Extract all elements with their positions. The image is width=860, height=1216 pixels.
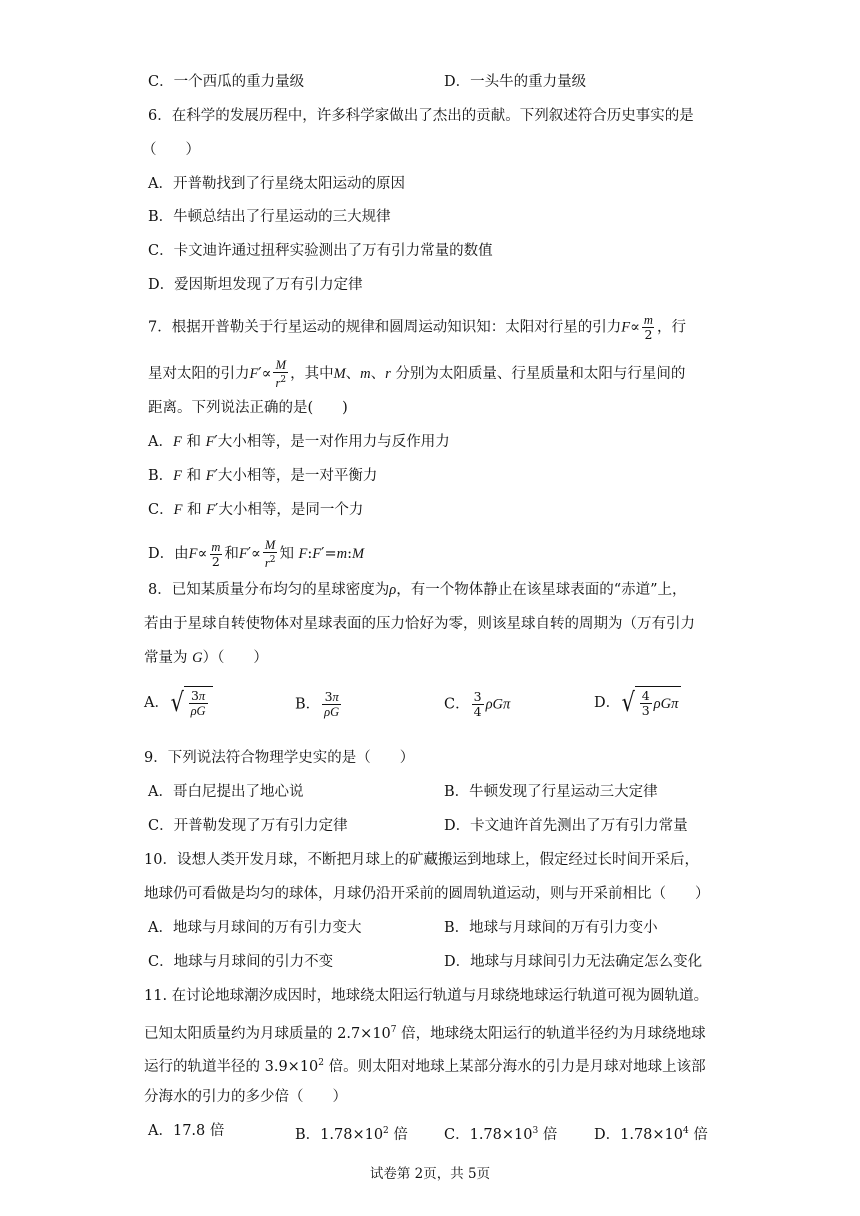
- q8-stem-line3: 常量为 G）（ ）: [144, 650, 268, 666]
- q11-option-text: D．1.78×10: [594, 1126, 684, 1143]
- q7-stem-line1: 7．根据开普勒关于行星运动的规律和圆周运动知识知：太阳对行星的引力F∝ $\frac{m}{2}$ ，行: [148, 313, 686, 342]
- q10-option-a: A．地球与月球间的万有引力变大: [148, 920, 362, 936]
- q8-stem-line2: 若由于星球自转使物体对星球表面的压力恰好为零，则该星球自转的周期为（万有引力: [144, 616, 695, 632]
- fraction-m-over-2: $\frac{m}{2}$: [643, 313, 653, 342]
- q7-option-a: A．F 和 F′大小相等，是一对作用力与反作用力: [148, 434, 450, 450]
- q7-stem-line2: 星对太阳的引力F′∝ $\frac{M}{r^2}$ ，其中M、m、r 分别为太阳质量、行星质量和太阳与行星间的: [148, 358, 686, 391]
- q8-option-a: A． √ $\frac{3\pi}{\rho G}$: [144, 686, 213, 720]
- q11-option-d: [594, 1121, 708, 1145]
- q8-option-b: B． $\frac{3\pi}{\rho G}$: [295, 689, 340, 719]
- q7-option-b: B．F 和 F′大小相等，是一对平衡力: [148, 468, 378, 484]
- q6-option-c: C．卡文迪许通过扭秤实验测出了万有引力常量的数值: [148, 243, 493, 259]
- q7-option-text: D．由: [148, 546, 189, 563]
- q5-option-c: C．一个西瓜的重力量级: [148, 74, 305, 90]
- q6-option-d: D．爱因斯坦发现了万有引力定律: [148, 277, 363, 293]
- q9-option-d: D．卡文迪许首先测出了万有引力常量: [444, 818, 688, 834]
- q6-option-b: B．牛顿总结出了行星运动的三大规律: [148, 209, 391, 225]
- q7-option-text: 大小相等，是同一个力: [218, 502, 364, 518]
- q11-option-c: [444, 1121, 557, 1145]
- q11-stem-text: 已知太阳质量约为月球质量的 2.7×10: [144, 1025, 391, 1042]
- sqrt-expression: √ $\frac{4}{3}$ ρGπ: [620, 686, 681, 720]
- q11-option-text: 倍: [538, 1126, 558, 1143]
- q7-option-text: 大小相等，是一对作用力与反作用力: [217, 434, 450, 450]
- q8-option-d: D． √ $\frac{4}{3}$ ρGπ: [594, 686, 681, 720]
- q10-option-d: D．地球与月球间引力无法确定怎么变化: [444, 954, 703, 970]
- q11-option-text: 倍: [388, 1126, 408, 1143]
- fraction-M-over-r2: $\frac{M}{r^2}$: [275, 358, 287, 391]
- q10-stem-line1: 10．设想人类开发月球，不断把月球上的矿藏搬运到地球上，假定经过长时间开采后，: [144, 852, 699, 868]
- q6-answer-paren: （ ）: [142, 142, 200, 158]
- q7-stem-text: ，行: [656, 319, 686, 336]
- sqrt-expression: √ $\frac{3\pi}{\rho G}$: [169, 686, 213, 720]
- q8-option-c: C． $\frac{3}{4}$ ρGπ: [444, 689, 511, 719]
- exponent: 3: [532, 1126, 539, 1136]
- q7-stem-text: 7．根据开普勒关于行星运动的规律和圆周运动知识知：太阳对行星的引力: [148, 319, 622, 336]
- q7-option-text: 和: [224, 546, 239, 563]
- q6-option-a: A．开普勒找到了行星绕太阳运动的原因: [148, 176, 405, 192]
- q11-stem-text: 运行的轨道半径的 3.9×10: [144, 1058, 319, 1075]
- exponent: 7: [390, 1025, 397, 1035]
- exponent: 2: [318, 1058, 325, 1068]
- q7-stem-line3: 距离。下列说法正确的是( ): [148, 400, 348, 416]
- fraction-M-over-r2: $\frac{M}{r^2}$: [264, 538, 276, 571]
- q11-option-a: A．17.8 倍: [148, 1123, 225, 1139]
- q11-stem-line4: 分海水的引力的多少倍（ ）: [144, 1089, 347, 1105]
- q11-stem-text: 倍，地球绕太阳运行的轨道半径约为月球绕地球: [396, 1025, 706, 1042]
- q11-option-text: C．1.78×10: [444, 1126, 533, 1143]
- q11-option-b: [295, 1121, 408, 1145]
- exponent: 2: [383, 1126, 389, 1136]
- q8-stem-text: 8．已知某质量分布均匀的星球密度为: [148, 582, 390, 598]
- q9-option-c: C．开普勒发现了万有引力定律: [148, 818, 348, 834]
- q5-option-d: D．一头牛的重力量级: [444, 74, 587, 90]
- q7-stem-text: ，其中: [290, 366, 334, 383]
- q7-option-c: C．F 和 F′大小相等，是同一个力: [148, 502, 364, 518]
- q11-stem-line3: [144, 1053, 706, 1077]
- q10-option-c: C．地球与月球间的引力不变: [148, 954, 334, 970]
- q10-option-b: B．地球与月球间的万有引力变小: [444, 920, 658, 936]
- q11-option-text: 倍: [688, 1126, 708, 1143]
- q8-stem-text: ）（ ）: [202, 650, 268, 666]
- exponent: 4: [683, 1126, 689, 1136]
- q8-stem-text: ，有一个物体静止在该星球表面的“赤道”上，: [396, 582, 687, 598]
- q11-stem-text: 倍。则太阳对地球上某部分海水的引力是月球对地球上该部: [324, 1058, 706, 1075]
- q10-stem-line2: 地球仍可看做是均匀的球体，月球仍沿开采前的圆周轨道运动，则与开采前相比（ ）: [144, 886, 710, 902]
- q7-option-text: 知: [279, 546, 294, 563]
- q9-stem: 9．下列说法符合物理学史实的是（ ）: [144, 750, 415, 766]
- q8-stem-text: 常量为: [144, 650, 188, 666]
- q6-stem: 6．在科学的发展历程中，许多科学家做出了杰出的贡献。下列叙述符合历史事实的是: [148, 108, 694, 124]
- q9-option-a: A．哥白尼提出了地心说: [148, 784, 304, 800]
- fraction-m-over-2: $\frac{m}{2}$: [211, 539, 221, 569]
- q7-option-text: 大小相等，是一对平衡力: [217, 468, 378, 484]
- q7-stem-text: 星对太阳的引力: [148, 366, 250, 383]
- q7-option-d: D．由F∝ $\frac{m}{2}$ 和F′∝ $\frac{M}{r^2}$ 知 F:F′=m:M: [148, 538, 365, 571]
- q11-stem-line1: 11. 在讨论地球潮汐成因时，地球绕太阳运行轨道与月球绕地球运行轨道可视为圆轨道。: [144, 988, 709, 1004]
- q8-stem-line1: 8．已知某质量分布均匀的星球密度为ρ，有一个物体静止在该星球表面的“赤道”上，: [148, 582, 687, 598]
- q7-stem-text: 分别为太阳质量、行星质量和太阳与行星间的: [395, 366, 686, 383]
- page-footer: 试卷第 2页，共 5页: [369, 1166, 491, 1182]
- q11-option-text: B．1.78×10: [295, 1126, 384, 1143]
- q11-stem-line2: [144, 1020, 706, 1044]
- q9-option-b: B．牛顿发现了行星运动三大定律: [444, 784, 658, 800]
